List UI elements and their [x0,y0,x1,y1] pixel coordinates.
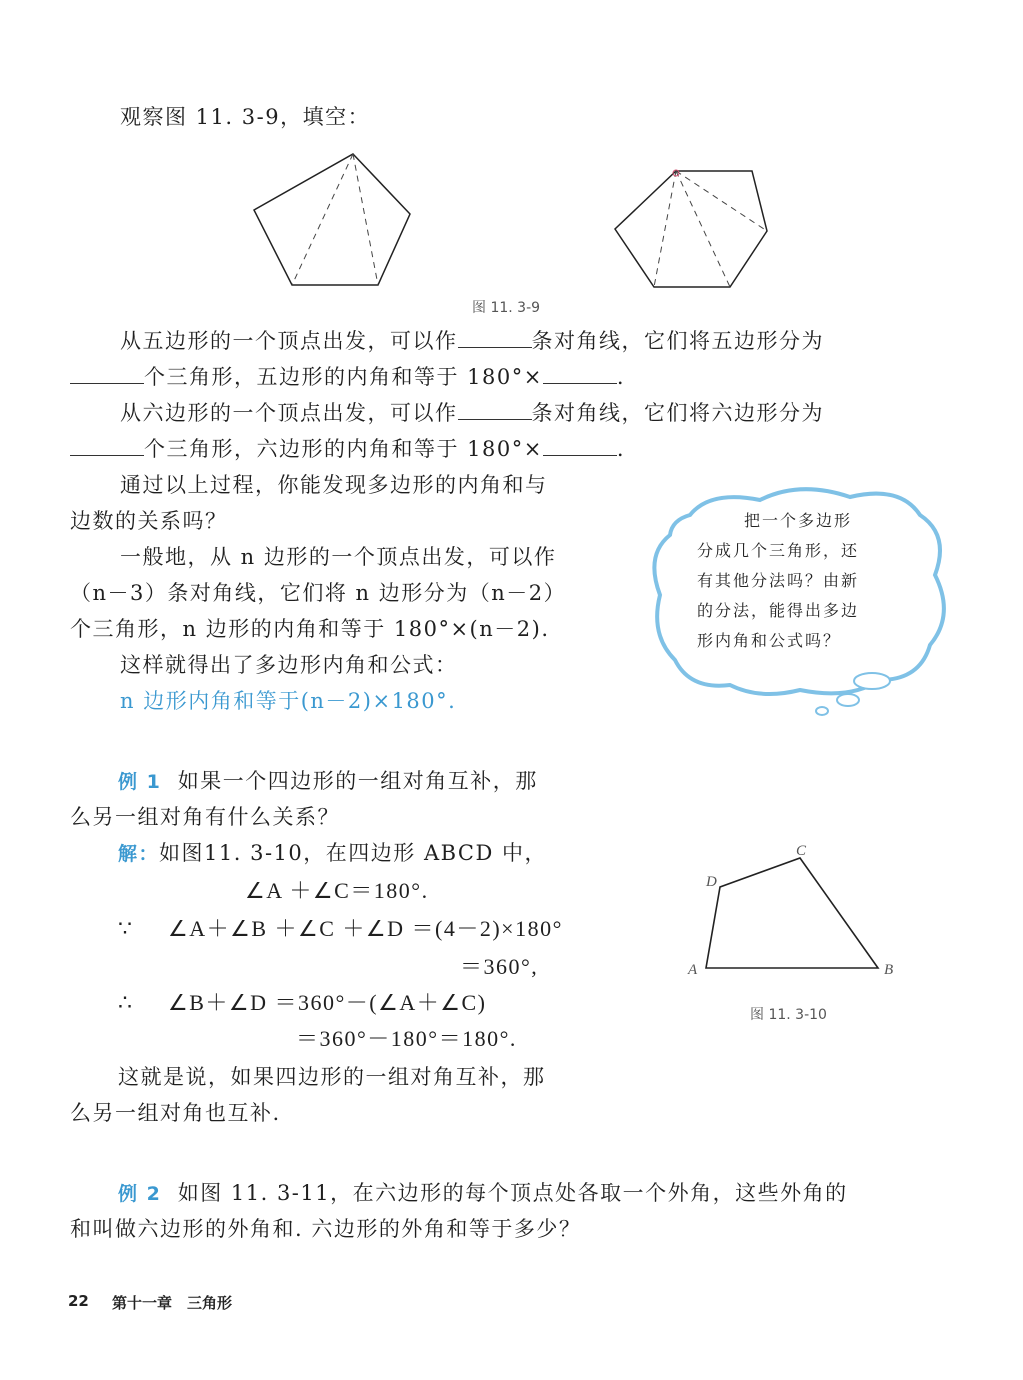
para-line: 个三角形，n 边形的内角和等于 180°×(n－2). [70,617,550,641]
question-text: . [616,437,626,461]
solution-line6: ＝360°－180°＝180°. [296,1026,517,1051]
question-hexagon-line2 [70,434,625,464]
example2-line2: 和叫做六边形的外角和. 六边形的外角和等于多少？ [70,1217,582,1241]
vertex-label-d: D [706,874,717,890]
question-hexagon-line1 [120,398,824,428]
answer-blank[interactable] [70,437,144,456]
para-line: 边数的关系吗？ [70,509,228,533]
question-text: . [616,365,626,389]
conclusion-line2: 么另一组对角也互补. [70,1101,281,1125]
example2-label: 例 2 [118,1183,162,1205]
because-symbol: ∵ [118,916,134,941]
answer-blank[interactable] [458,401,532,420]
example1-label: 例 1 [118,771,162,793]
para-line: 这样就得出了多边形内角和公式： [120,653,458,677]
solution-line4: ＝360°, [460,954,539,979]
example2-text: 如图 11. 3-11，在六边形的每个顶点处各取一个外角，这些外角的 [177,1181,848,1205]
question-pentagon-line2 [70,362,625,392]
bubble-line: 的分法，能得出多边 [697,601,860,620]
question-text: 条对角线，它们将六边形分为 [531,401,824,425]
page-number: 22 [68,1292,89,1310]
figure-caption-11-3-9: 图 11. 3-9 [472,300,541,316]
example1-question-line1 [118,766,538,797]
question-text: 个三角形，六边形的内角和等于 180°× [144,437,543,461]
vertex-label-b: B [884,962,894,978]
answer-blank[interactable] [458,329,532,348]
example1-question-line2: 么另一组对角有什么关系？ [70,805,340,829]
question-text: 从六边形的一个顶点出发，可以作 [120,401,458,425]
bubble-line: 分成几个三角形，还 [697,541,860,560]
para-line: 通过以上过程，你能发现多边形的内角和与 [120,473,548,497]
solution-line5: ∠B＋∠D ＝360°－(∠A＋∠C) [168,990,487,1015]
figure-caption-11-3-10: 图 11. 3-10 [750,1007,827,1023]
solution-label: 解： [118,843,160,865]
bubble-line: 把一个多边形 [744,511,853,530]
vertex-label-c: C [796,843,807,859]
solution-text: 如图11. 3-10，在四边形 ABCD 中， [159,841,548,865]
example1-text: 如果一个四边形的一组对角互补，那 [177,769,538,793]
question-text: 条对角线，它们将五边形分为 [531,329,824,353]
intro-text: 观察图 11. 3-9，填空： [120,105,371,129]
question-text: 从五边形的一个顶点出发，可以作 [120,329,458,353]
answer-blank[interactable] [543,365,617,384]
solution-line3: ∠A＋∠B ＋∠C ＋∠D ＝(4－2)×180° [168,916,563,941]
answer-blank[interactable] [70,365,144,384]
para-line: 一般地，从 n 边形的一个顶点出发，可以作 [120,545,557,569]
vertex-label-a: A [688,962,698,978]
hexagon-figure [612,165,772,295]
solution-line2: ∠A ＋∠C＝180°. [245,878,429,903]
quadrilateral-figure [680,842,910,992]
chapter-title: 第十一章 三角形 [112,1294,233,1312]
para-line: （n－3）条对角线，它们将 n 边形分为（n－2） [70,581,567,605]
conclusion-line1: 这就是说，如果四边形的一组对角互补，那 [118,1065,546,1089]
answer-blank[interactable] [543,437,617,456]
formula-line: n 边形内角和等于(n－2)×180°. [120,689,457,713]
question-pentagon-line1 [120,326,824,356]
therefore-symbol: ∴ [118,990,134,1015]
solution-line1 [118,838,547,869]
bubble-line: 有其他分法吗？由新 [697,571,860,590]
example2-line1 [118,1178,848,1209]
pentagon-figure [250,150,420,290]
bubble-line: 形内角和公式吗？ [697,631,842,650]
question-text: 个三角形，五边形的内角和等于 180°× [144,365,543,389]
